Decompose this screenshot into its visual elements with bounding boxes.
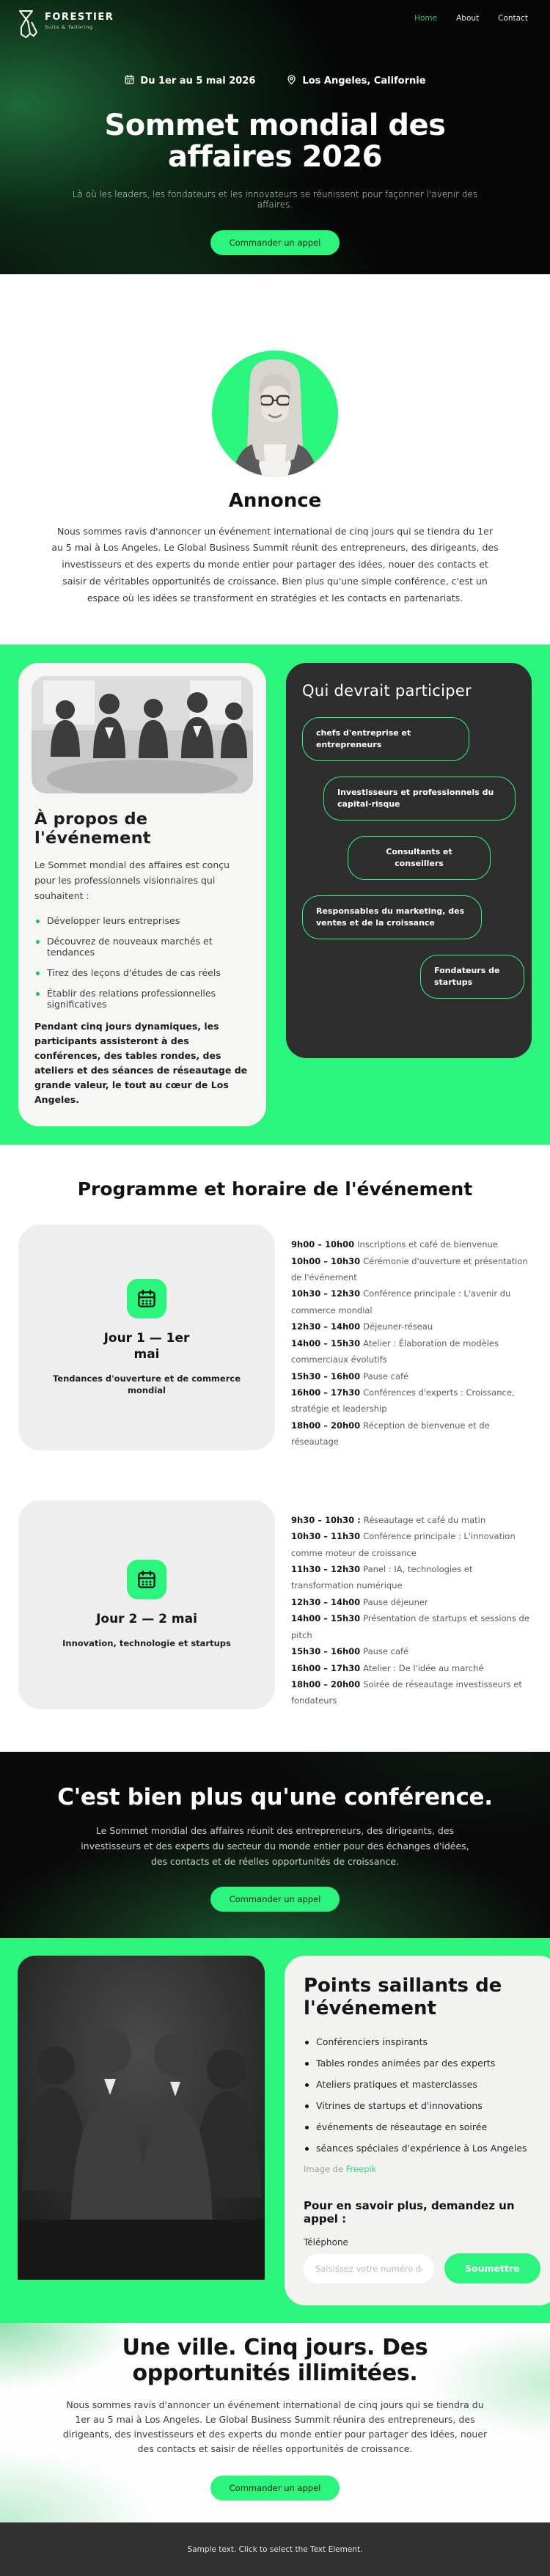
schedule-item: 11h30 – 12h30 Panel : IA, technologies et transformation numérique — [291, 1563, 473, 1591]
highlight-bullet: séances spéciales d'expérience à Los Angeles — [304, 2143, 540, 2154]
schedule-item: 18h00 – 20h00 Soirée de réseautage investisseurs et fondateurs — [291, 1678, 522, 1706]
main-nav — [414, 14, 528, 23]
announce-body: Nous sommes ravis d'annoncer un événement international de cinq jours qui se tiendra du 1er au 5 mai à Los Angeles. Le Global Business Summit réunit des entrepreneurs, des dirigeants, des investisseurs et des experts du monde entier pour partager des idées, nouer des contacts et saisir de véritables opportunités de croissance. Bien plus qu'une simple conférence, c'est un espace où les idées se transforment en stratégies et les contacts en partenariats. — [51, 525, 499, 603]
participant-pill[interactable]: Consultants et conseillers — [348, 836, 491, 880]
cta-band-body: Le Sommet mondial des affaires réunit des entrepreneurs, des dirigeants, des investisseurs et des experts du secteur du monde entier pour des échanges d'idées, des contacts et de réelles opportunités de croissance. — [81, 1824, 469, 1867]
highlights-title: Points saillants de l'événement — [304, 1974, 502, 2019]
tie-logo-icon — [18, 10, 40, 42]
schedule-item: 10h00 – 10h30 Cérémonie d'ouverture et présentation de l'événement — [291, 1255, 528, 1283]
map-pin-icon — [286, 74, 297, 88]
announce-section — [0, 274, 550, 645]
closing-body: Nous sommes ravis d'annoncer un événement international de cinq jours qui se tiendra du 1er au 5 mai à Los Angeles. Le Global Business Summit réunira des entrepreneurs, des dirigeants, des investisseurs et des experts du monde entier pour partager des idées, nouer des contacts et saisir de réelles opportunités de croissance. — [62, 2399, 488, 2455]
nav-about[interactable]: About — [456, 14, 480, 23]
about-intro: Le Sommet mondial des affaires est conçu pour les professionnels visionnaires qui souhaitent : — [34, 859, 230, 901]
programme-title: Programme et horaire de l'événement — [77, 1178, 473, 1200]
day2-row — [18, 1500, 532, 1709]
cta-band-title: C'est bien plus qu'une conférence. — [57, 1783, 493, 1810]
about-title: À propos de l'événement — [34, 810, 151, 848]
phone-input[interactable] — [304, 2254, 434, 2283]
meeting-photo — [32, 676, 253, 793]
nav-contact[interactable]: Contact — [498, 14, 528, 23]
nav-home[interactable]: Home — [414, 14, 438, 23]
about-bullet: Établir des relations professionnelles significatives — [34, 988, 250, 1010]
schedule-item: 9h00 – 10h00 Inscriptions et café de bienvenue — [291, 1239, 498, 1250]
closing-section — [0, 2323, 550, 2522]
day1-schedule — [291, 1225, 532, 1450]
participant-pill-list — [302, 717, 516, 1013]
participant-pill[interactable]: Investisseurs et professionnels du capital-risque — [323, 777, 516, 821]
event-date-text: Du 1er au 5 mai 2026 — [140, 76, 256, 87]
programme-section — [0, 1145, 550, 1752]
event-date — [124, 74, 255, 88]
about-outro: Pendant cinq jours dynamiques, les participants assisteront à des conférences, des tables rondes, des ateliers et des séances de réseautage de grande valeur, le tout au cœur de Los Angeles. — [34, 1021, 248, 1106]
day2-schedule — [291, 1500, 532, 1709]
highlight-bullet: Tables rondes animées par des experts — [304, 2058, 540, 2069]
about-bullet: Tirez des leçons d'études de cas réels — [34, 967, 250, 978]
cta-band-section — [0, 1752, 550, 1938]
page-title: Sommet mondial des affaires 2026 — [104, 109, 446, 174]
day2-card — [18, 1500, 275, 1709]
schedule-item: 16h00 – 17h30 Conférences d'experts : Croissance, stratégie et leadership — [291, 1387, 515, 1414]
day2-label: Jour 2 — 2 mai — [96, 1612, 197, 1627]
calendar-icon — [124, 74, 135, 88]
footer-text: Sample text. Click to select the Text Element. — [187, 2544, 363, 2554]
freepik-link[interactable]: Freepik — [345, 2164, 377, 2175]
closing-title: Une ville. Cinq jours. Des opportunités illimitées. — [122, 2335, 428, 2387]
phone-label: Téléphone — [304, 2237, 348, 2248]
about-card — [18, 663, 266, 1126]
schedule-item: 12h30 – 14h00 Déjeuner-réseau — [291, 1321, 433, 1332]
about-bullet: Découvrez de nouveaux marchés et tendances — [34, 936, 250, 958]
header — [0, 10, 550, 42]
schedule-item: 16h00 – 17h30 Atelier : De l'idée au marché — [291, 1662, 484, 1673]
day2-theme: Innovation, technologie et startups — [62, 1638, 231, 1649]
submit-button[interactable]: Soumettre — [444, 2253, 540, 2283]
networking-photo — [18, 1956, 265, 2305]
brand-logo[interactable] — [18, 10, 114, 42]
participant-pill[interactable]: chefs d'entreprise et entrepreneurs — [302, 717, 469, 761]
day1-theme: Tendances d'ouverture et de commerce mondial — [52, 1373, 241, 1396]
highlights-list — [304, 2036, 540, 2154]
call-form — [304, 2253, 540, 2283]
schedule-item: 15h30 – 16h00 Pause café — [291, 1646, 409, 1657]
brand-name: FORESTIER — [45, 12, 114, 23]
highlight-bullet: Vitrines de startups et d'innovations — [304, 2100, 540, 2111]
highlights-card — [285, 1956, 550, 2305]
participants-title: Qui devrait participer — [302, 682, 472, 700]
schedule-item: 10h30 – 11h30 Conférence principale : L'innovation comme moteur de croissance — [291, 1531, 516, 1558]
call-form-title: Pour en savoir plus, demandez un appel : — [304, 2199, 515, 2226]
brand-tagline: Suits & Tailoring — [45, 24, 93, 30]
schedule-item: 18h00 – 20h00 Réception de bienvenue et de réseautage — [291, 1420, 490, 1447]
about-participants-section — [0, 645, 550, 1145]
participant-pill[interactable]: Responsables du marketing, des ventes et de la croissance — [302, 895, 482, 939]
schedule-item: 15h30 – 16h00 Pause café — [291, 1370, 409, 1381]
participants-card — [286, 663, 532, 1057]
schedule-item: 14h00 – 15h30 Présentation de startups et sessions de pitch — [291, 1613, 529, 1640]
event-location — [286, 74, 425, 88]
hero-subtitle: Là où les leaders, les fondateurs et les innovateurs se réunissent pour façonner l'avenir des affaires. — [72, 188, 478, 210]
day1-card — [18, 1225, 275, 1450]
cta-band-button[interactable]: Commander un appel — [210, 1887, 340, 1912]
highlight-bullet: Ateliers pratiques et masterclasses — [304, 2079, 540, 2090]
announce-title: Annonce — [228, 489, 322, 512]
schedule-item: 12h30 – 14h00 Pause déjeuner — [291, 1596, 428, 1607]
hero-cta-button[interactable]: Commander un appel — [210, 230, 340, 255]
day1-row — [18, 1225, 532, 1450]
speaker-avatar — [212, 351, 338, 477]
schedule-item: 10h30 – 12h30 Conférence principale : L'avenir du commerce mondial — [291, 1288, 511, 1315]
highlight-bullet: Conférenciers inspirants — [304, 2036, 540, 2047]
event-meta — [0, 74, 550, 88]
footer — [0, 2522, 550, 2576]
image-credit-text: Image de — [304, 2164, 346, 2175]
closing-cta-button[interactable]: Commander un appel — [210, 2476, 340, 2500]
hero-section — [0, 0, 550, 274]
about-bullet-list — [34, 915, 250, 1010]
schedule-item: 9h30 – 10h30 : Réseautage et café du matin — [291, 1514, 486, 1525]
about-bullet: Développer leurs entreprises — [34, 915, 250, 926]
image-credit — [304, 2164, 540, 2174]
day1-label: Jour 1 — 1er mai — [103, 1330, 190, 1362]
calendar-icon — [127, 1560, 166, 1599]
event-location-text: Los Angeles, Californie — [302, 76, 426, 87]
highlight-bullet: événements de réseautage en soirée — [304, 2121, 540, 2132]
calendar-icon — [127, 1279, 166, 1318]
highlights-section — [0, 1938, 550, 2323]
participant-pill[interactable]: Fondateurs de startups — [420, 955, 524, 999]
schedule-item: 14h00 – 15h30 Atelier : Élaboration de modèles commerciaux évolutifs — [291, 1337, 499, 1365]
